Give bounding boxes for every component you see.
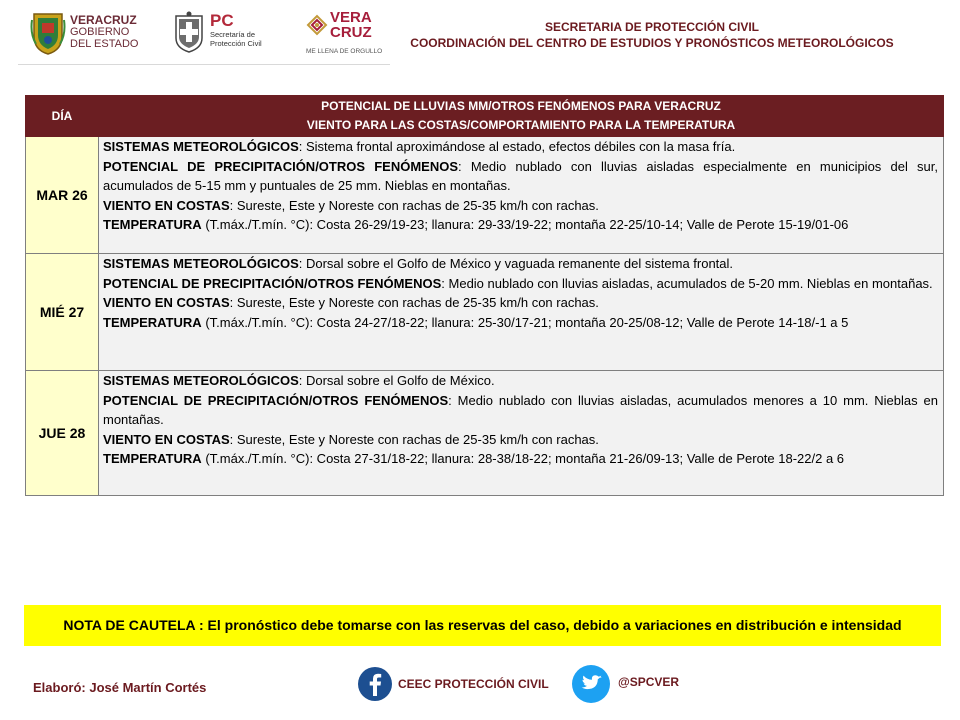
potencial-label: POTENCIAL DE PRECIPITACIÓN/OTROS FENÓMENOS — [103, 158, 459, 174]
header-divider — [18, 64, 390, 65]
sistemas-text: : Dorsal sobre el Golfo de México y vaguada remanente del sistema frontal. — [298, 256, 734, 271]
table-row — [26, 137, 944, 254]
col-header-description — [99, 96, 944, 137]
sistemas-line — [103, 371, 938, 391]
col-header-day: DÍA — [26, 96, 99, 137]
temperatura-label: TEMPERATURA — [103, 217, 202, 232]
table-row — [26, 371, 944, 496]
veracruz-brand-logo — [306, 6, 386, 62]
forecast-cell — [99, 254, 944, 371]
temperatura-text: (T.máx./T.mín. °C): Costa 24-27/18-22; llanura: 25-30/17-21; montaña 20-25/08-12; Valle de Perote 14-18/-1 a 5 — [201, 314, 849, 330]
viento-label: VIENTO EN COSTAS — [103, 197, 230, 213]
sistemas-line — [103, 254, 938, 274]
day-cell: MIÉ 27 — [26, 254, 99, 371]
proteccion-civil-logo — [168, 6, 298, 62]
veracruz-government-logo — [18, 6, 148, 62]
twitter-link[interactable]: @SPCVER — [618, 675, 680, 689]
logo-brand-line2: CRUZ — [330, 24, 372, 41]
potencial-label: POTENCIAL DE PRECIPITACIÓN/OTROS FENÓMENOS — [103, 275, 442, 291]
coat-of-arms-icon — [30, 10, 66, 56]
header-title-secretaria: SECRETARIA DE PROTECCIÓN CIVIL — [544, 20, 759, 34]
potencial-text: : Medio nublado con lluvias aisladas especialmente en municipios del sur, acumulados de 5-15 mm y puntuales de 25 mm. Nieblas en montañas. — [103, 158, 938, 193]
forecast-table — [25, 95, 944, 496]
temperatura-line — [103, 449, 938, 469]
forecast-cell — [99, 371, 944, 496]
knot-icon — [306, 14, 328, 36]
viento-line — [103, 196, 938, 216]
table-row — [26, 254, 944, 371]
viento-text: : Sureste, Este y Noreste con rachas de 25-35 km/h con rachas. — [229, 197, 599, 213]
temperatura-text: (T.máx./T.mín. °C): Costa 27-31/18-22; llanura: 28-38/18-22; montaña 21-26/09-13; Valle de Perote 18-22/2 a 6 — [201, 451, 845, 466]
temperatura-label: TEMPERATURA — [103, 451, 202, 466]
potencial-line — [103, 157, 938, 196]
sistemas-label: SISTEMAS METEOROLÓGICOS — [103, 139, 299, 154]
logo-brand-tagline: ME LLENA DE ORGULLO — [306, 48, 383, 55]
viento-label: VIENTO EN COSTAS — [103, 295, 230, 310]
logo-veracruz-line2: GOBIERNO — [70, 26, 130, 38]
temperatura-line — [103, 313, 938, 333]
facebook-icon[interactable] — [357, 666, 393, 702]
potencial-line — [103, 274, 938, 294]
col-header-desc-line2: VIENTO PARA LAS COSTAS/COMPORTAMIENTO PARA LA TEMPERATURA — [306, 118, 736, 132]
header-title-coordinacion: COORDINACIÓN DEL CENTRO DE ESTUDIOS Y PRONÓSTICOS METEOROLÓGICOS — [410, 36, 894, 50]
potencial-text: : Medio nublado con lluvias aisladas, acumulados de 5-20 mm. Nieblas en montañas. — [441, 275, 933, 291]
table-header-row — [26, 96, 944, 137]
forecast-cell — [99, 137, 944, 254]
logo-veracruz-line1: VERACRUZ — [70, 13, 137, 27]
potencial-line — [103, 391, 938, 430]
viento-label: VIENTO EN COSTAS — [103, 431, 230, 447]
header-logos — [18, 6, 390, 62]
sistemas-text: : Dorsal sobre el Golfo de México. — [298, 373, 495, 388]
logo-pc-line2: Protección Civil — [210, 39, 262, 48]
logo-pc-abbr: PC — [210, 11, 234, 30]
twitter-icon[interactable] — [571, 664, 611, 704]
temperatura-text: (T.máx./T.mín. °C): Costa 26-29/19-23; llanura: 29-33/19-22; montaña 22-25/10-14; Valle de Perote 15-19/01-06 — [201, 217, 849, 232]
caution-note: NOTA DE CAUTELA : El pronóstico debe tomarse con las reservas del caso, debido a variaciones en distribución e intensidad — [24, 605, 941, 646]
header-titles — [392, 19, 912, 51]
viento-text: : Sureste, Este y Noreste con rachas de 25-35 km/h con rachas. — [229, 295, 599, 310]
author-credit: Elaboró: José Martín Cortés — [33, 680, 207, 695]
potencial-text: : Medio nublado con lluvias aisladas, acumulados menores a 10 mm. Nieblas en montañas. — [103, 392, 938, 427]
logo-brand-line1: VERA — [330, 9, 372, 26]
temperatura-line — [103, 215, 938, 235]
sistemas-text: : Sistema frontal aproximándose al estado, efectos débiles con la masa fría. — [298, 139, 736, 154]
sistemas-label: SISTEMAS METEOROLÓGICOS — [103, 256, 299, 271]
sistemas-label: SISTEMAS METEOROLÓGICOS — [103, 373, 299, 388]
day-cell: JUE 28 — [26, 371, 99, 496]
col-header-desc-line1: POTENCIAL DE LLUVIAS MM/OTROS FENÓMENOS PARA VERACRUZ — [321, 99, 721, 113]
day-cell: MAR 26 — [26, 137, 99, 254]
sistemas-line — [103, 137, 938, 157]
viento-line — [103, 293, 938, 313]
civil-protection-badge-icon — [172, 10, 206, 54]
logo-veracruz-line3: DEL ESTADO — [70, 38, 139, 50]
logo-pc-line1: Secretaría de — [210, 30, 256, 39]
viento-text: : Sureste, Este y Noreste con rachas de 25-35 km/h con rachas. — [229, 431, 599, 447]
facebook-link[interactable]: CEEC PROTECCIÓN CIVIL — [398, 677, 549, 691]
potencial-label: POTENCIAL DE PRECIPITACIÓN/OTROS FENÓMENOS — [103, 392, 449, 408]
temperatura-label: TEMPERATURA — [103, 314, 202, 330]
viento-line — [103, 430, 938, 450]
